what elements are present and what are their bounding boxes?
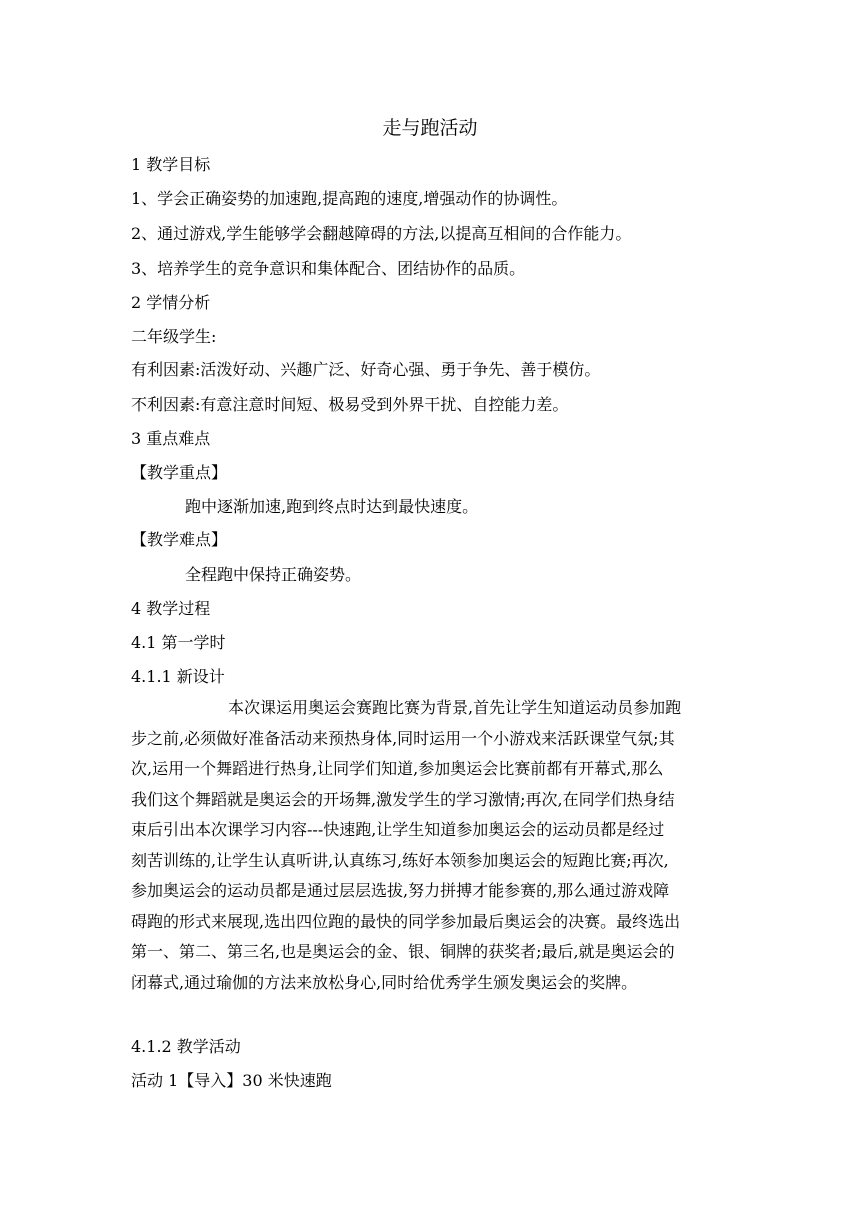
paragraph-line: 参加奥运会的运动员都是通过层层选拔,努力拼搏才能参赛的,那么通过游戏障 <box>131 881 670 900</box>
heading-teaching-activities: 4.1.2 教学活动 <box>131 1037 241 1056</box>
heading-teaching-goals: 1 教学目标 <box>131 155 211 174</box>
document-title: 走与跑活动 <box>382 117 478 139</box>
goal-item-3: 3、培养学生的竞争意识和集体配合、团结协作的品质。 <box>131 259 526 278</box>
heading-teaching-process: 4 教学过程 <box>131 599 211 618</box>
goal-item-2: 2、通过游戏,学生能够学会翻越障碍的方法,以提高互相间的合作能力。 <box>131 224 632 243</box>
difficult-point-text: 全程跑中保持正确姿势。 <box>185 565 362 584</box>
paragraph-line: 第一、第二、第三名,也是奥运会的金、银、铜牌的获奖者;最后,就是奥运会的 <box>131 942 675 961</box>
difficult-point-label: 【教学难点】 <box>131 530 228 549</box>
paragraph-line: 本次课运用奥运会赛跑比赛为背景,首先让学生知道运动员参加跑 <box>228 698 682 717</box>
paragraph-line: 碍跑的形式来展现,选出四位跑的最快的同学参加最后奥运会的决赛。最终选出 <box>131 911 681 931</box>
unfavorable-factors: 不利因素:有意注意时间短、极易受到外界干扰、自控能力差。 <box>131 395 569 414</box>
heading-learner-analysis: 2 学情分析 <box>131 293 211 312</box>
design-paragraph <box>131 693 735 998</box>
paragraph-line: 步之前,必须做好准备活动来预热身体,同时运用一个小游戏来活跃课堂气氛;其 <box>131 728 675 748</box>
activity-1-title: 活动 1【导入】30 米快速跑 <box>131 1071 332 1090</box>
paragraph-line: 闭幕式,通过瑜伽的方法来放松身心,同时给优秀学生颁发奥运会的奖牌。 <box>131 972 638 992</box>
favorable-factors: 有利因素:活泼好动、兴趣广泛、好奇心强、勇于争先、善于模仿。 <box>131 360 601 379</box>
heading-new-design: 4.1.1 新设计 <box>131 667 225 686</box>
paragraph-line: 次,运用一个舞蹈进行热身,让同学们知道,参加奥运会比赛前都有开幕式,那么 <box>131 759 664 778</box>
paragraph-line: 我们这个舞蹈就是奥运会的开场舞,激发学生的学习激情;再次,在同学们热身结 <box>131 789 675 809</box>
heading-first-lesson: 4.1 第一学时 <box>131 633 226 652</box>
paragraph-line: 刻苦训练的,让学生认真听讲,认真练习,练好本领参加奥运会的短跑比赛;再次, <box>131 850 669 870</box>
key-point-text: 跑中逐渐加速,跑到终点时达到最快速度。 <box>185 497 479 516</box>
learner-grade: 二年级学生: <box>131 327 217 346</box>
heading-key-difficult-points: 3 重点难点 <box>131 429 211 448</box>
paragraph-line: 束后引出本次课学习内容---快速跑,让学生知道参加奥运会的运动员都是经过 <box>131 820 665 839</box>
goal-item-1: 1、学会正确姿势的加速跑,提高跑的速度,增强动作的协调性。 <box>131 189 568 208</box>
key-point-label: 【教学重点】 <box>131 463 228 482</box>
